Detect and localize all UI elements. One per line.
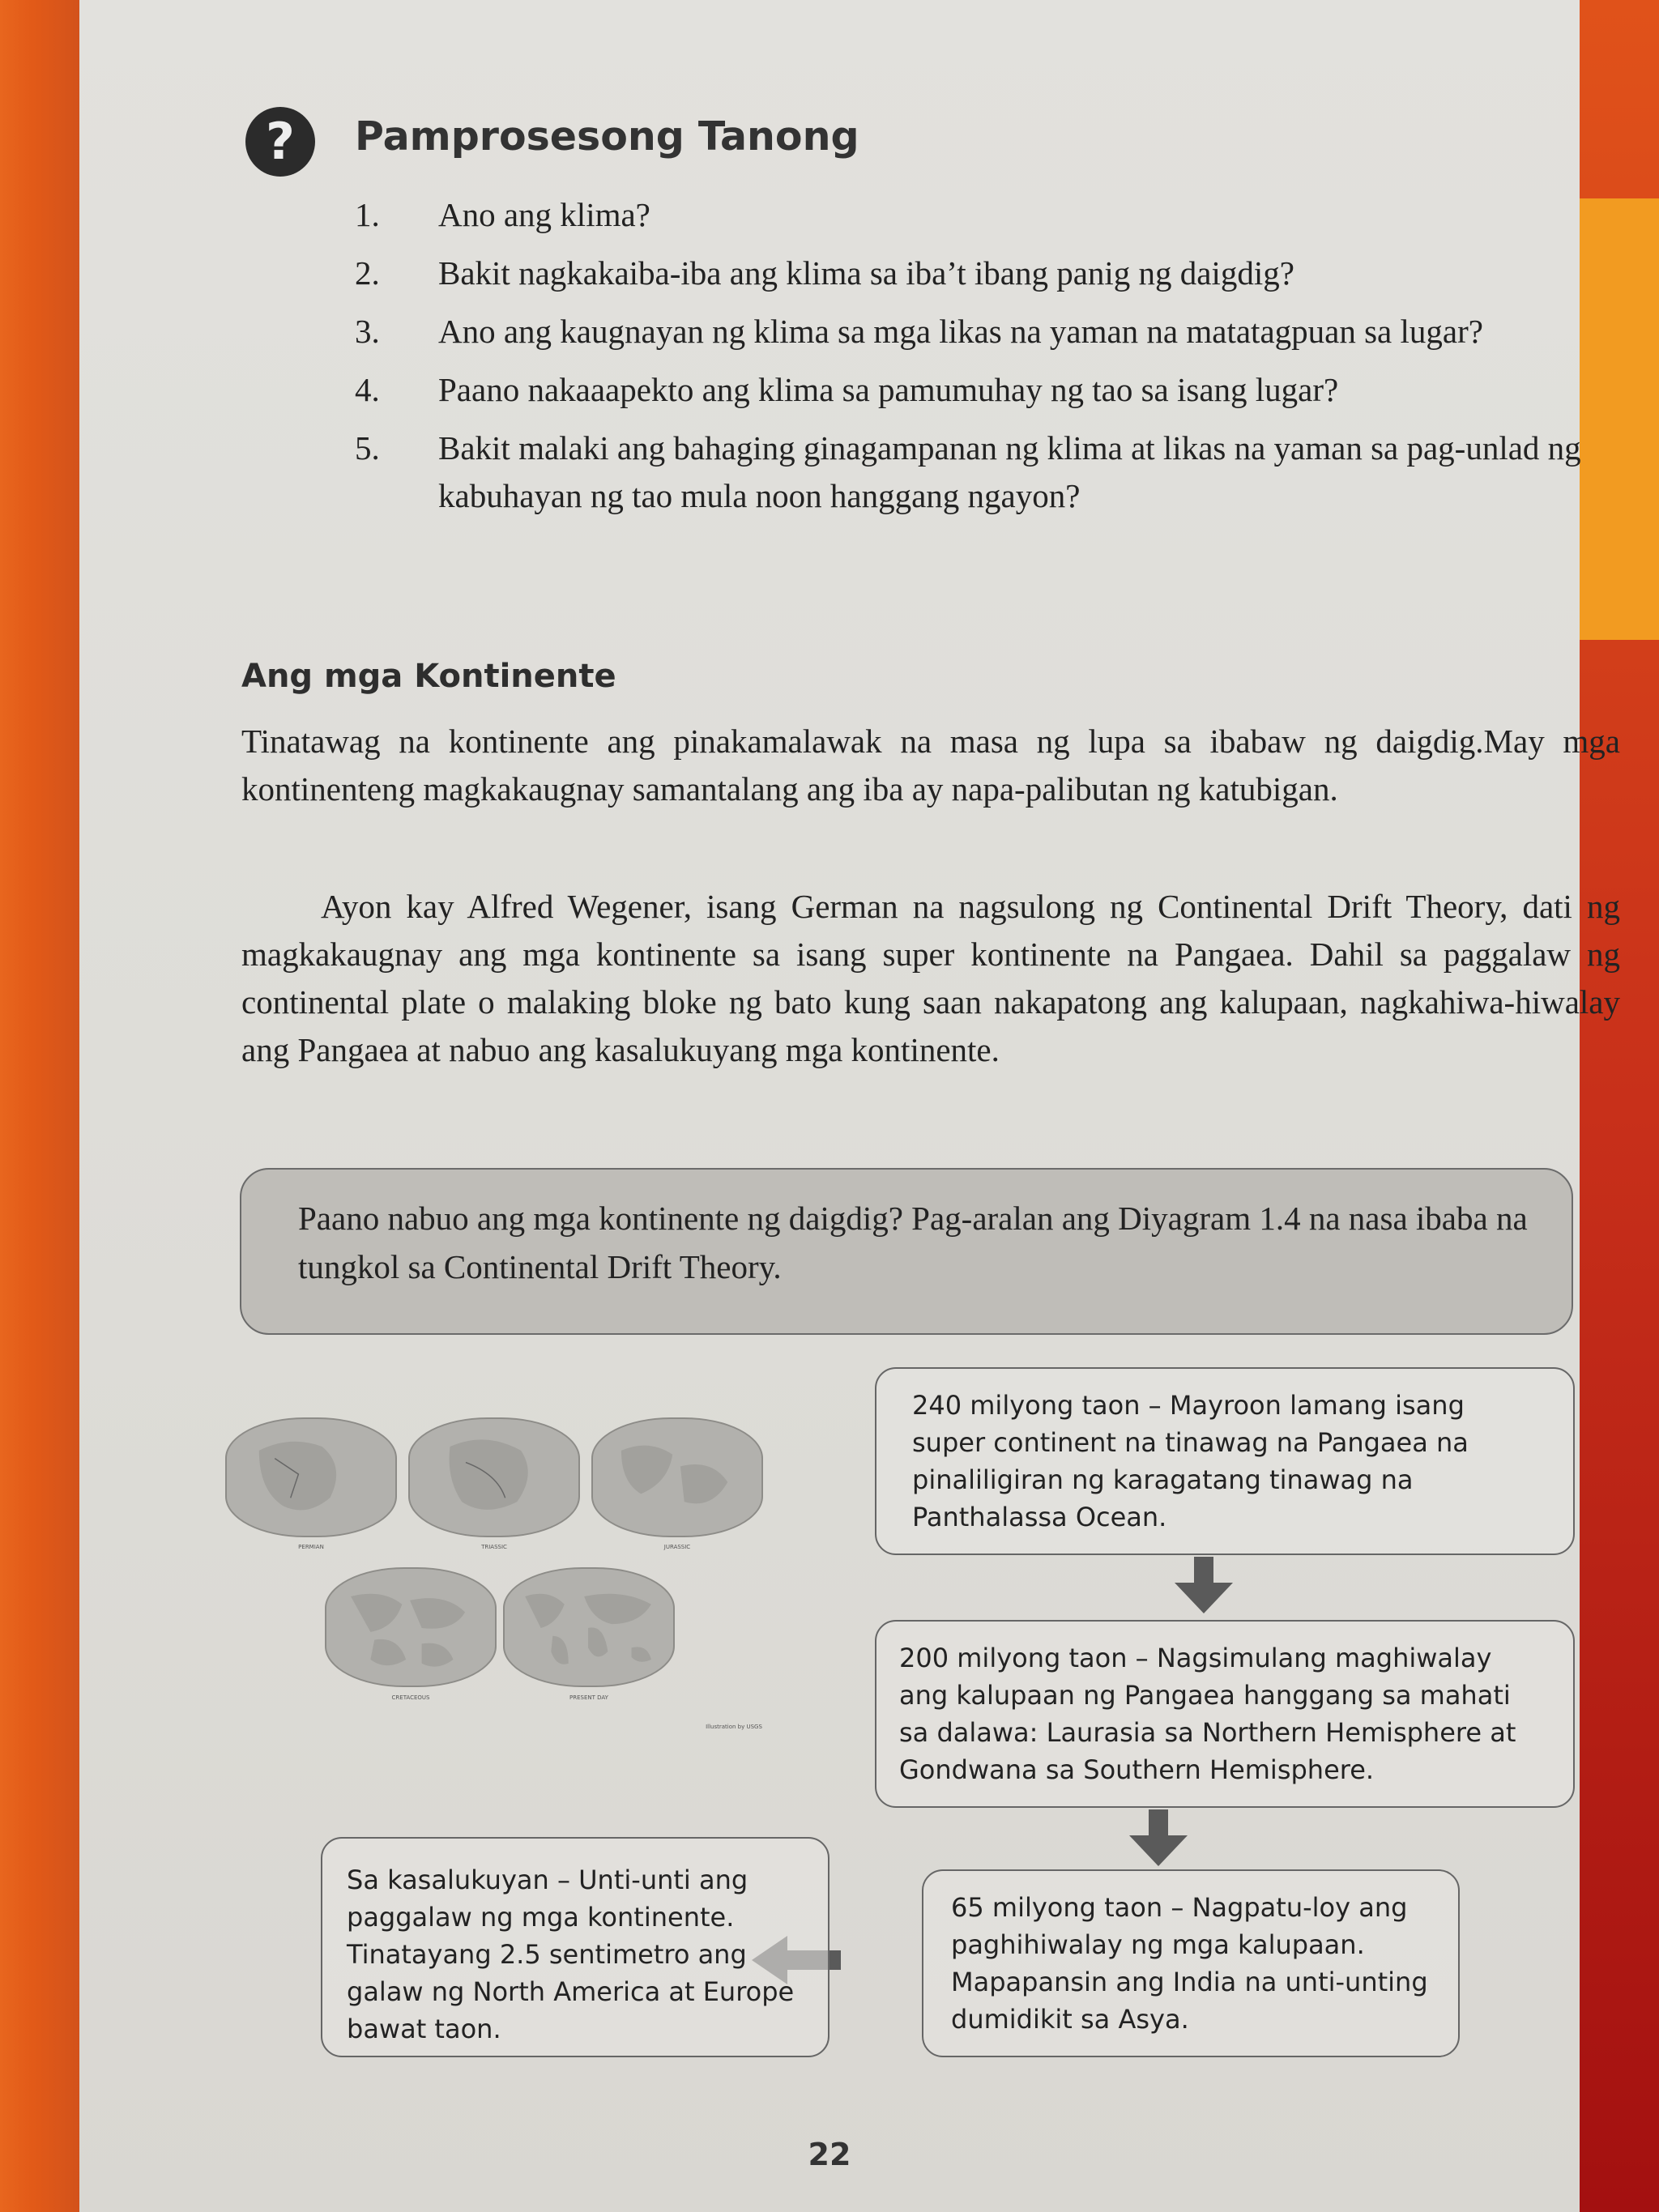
down-arrow-icon [1173, 1557, 1235, 1615]
subsection-title: Ang mga Kontinente [241, 658, 616, 695]
map-present-day [503, 1567, 675, 1687]
book-page [79, 0, 1620, 2212]
map-cretaceous [325, 1567, 497, 1687]
flow-box-text: 240 milyong taon – Mayroon lamang isang super continent na tinawag na Pangaea na pinaliligiran ng karagatang tinawag na Panthalassa Ocean. [912, 1390, 1469, 1532]
paragraph-wegener: Ayon kay Alfred Wegener, isang German na nagsulong ng Continental Drift Theory, dati ng magkakaugnay ang mga kontinente sa isang super kontinente na Pangaea. Dahil sa paggalaw ng continental plate o malaking bloke ng bato kung saan nakapatong ang kalupaan, nagkahiwa-hiwalay ang Pangaea at nabuo ang kasalukuyang mga kontinente. [241, 888, 1620, 1068]
question-list [355, 191, 1618, 531]
down-arrow-icon [1128, 1809, 1189, 1868]
flow-box-text: 200 milyong taon – Nagsimulang maghiwalay ang kalupaan ng Pangaea hanggang sa mahati sa dalawa: Laurasia sa Northern Hemisphere at Gondwana sa Southern Hemisphere. [899, 1643, 1516, 1785]
question-text: Bakit malaki ang bahaging ginagampanan ng klima at likas na yaman sa pag-unlad ng kabuhayan ng tao mula noon hanggang ngayon? [438, 429, 1581, 514]
question-text: Bakit nagkakaiba-iba ang klima sa iba’t ibang panig ng daigdig? [438, 254, 1294, 292]
question-item [355, 366, 1618, 414]
map-label-permian: PERMIAN [298, 1544, 324, 1550]
question-number: 1. [355, 196, 380, 233]
callout-text: Paano nabuo ang mga kontinente ng daigdig? Pag-aralan ang Diyagram 1.4 na nasa ibaba na tungkol sa Continental Drift Theory. [298, 1200, 1528, 1285]
flow-box-present [321, 1837, 830, 2057]
map-label-present-day: PRESENT DAY [569, 1694, 608, 1701]
continental-drift-maps [224, 1409, 791, 1741]
map-label-triassic: TRIASSIC [481, 1544, 507, 1550]
flow-box-240-million [875, 1367, 1575, 1555]
map-triassic [408, 1417, 580, 1537]
flow-box-text: 65 milyong taon – Nagpatu-loy ang paghihiwalay ng mga kalupaan. Mapapansin ang India na unti-unting dumidikit sa Asya. [951, 1892, 1428, 2035]
question-text: Paano nakaaapekto ang klima sa pamumuhay ng tao sa isang lugar? [438, 371, 1339, 408]
page-number: 22 [808, 2137, 851, 2172]
section-title: Pamprosesong Tanong [355, 113, 859, 160]
question-item [355, 191, 1618, 239]
flow-box-200-million [875, 1620, 1575, 1808]
flow-box-65-million [922, 1869, 1460, 2057]
map-permian [225, 1417, 397, 1537]
map-label-cretaceous: CRETACEOUS [391, 1694, 430, 1701]
question-text: Ano ang klima? [438, 196, 650, 233]
question-text: Ano ang kaugnayan ng klima sa mga likas na yaman na matatagpuan sa lugar? [438, 313, 1483, 350]
map-credit: Illustration by USGS [706, 1724, 762, 1730]
question-number: 3. [355, 313, 380, 350]
map-label-jurassic: JURASSIC [663, 1544, 691, 1550]
question-number: 2. [355, 254, 380, 292]
flow-box-text: Sa kasalukuyan – Unti-unti ang paggalaw ng mga kontinente. Tinatayang 2.5 sentimetro ang galaw ng North America at Europe bawat taon. [347, 1865, 795, 2044]
map-jurassic [591, 1417, 763, 1537]
question-item [355, 249, 1618, 297]
question-number: 4. [355, 371, 380, 408]
paragraph-definition: Tinatawag na kontinente ang pinakamalawak na masa ng lupa sa ibabaw ng daigdig.May mga kontinenteng magkakaugnay samantalang ang iba ay napa-palibutan ng katubigan. [241, 722, 1620, 808]
question-mark-icon: ? [245, 107, 315, 177]
question-item [355, 308, 1618, 356]
question-number: 5. [355, 429, 380, 467]
question-item [355, 424, 1618, 520]
